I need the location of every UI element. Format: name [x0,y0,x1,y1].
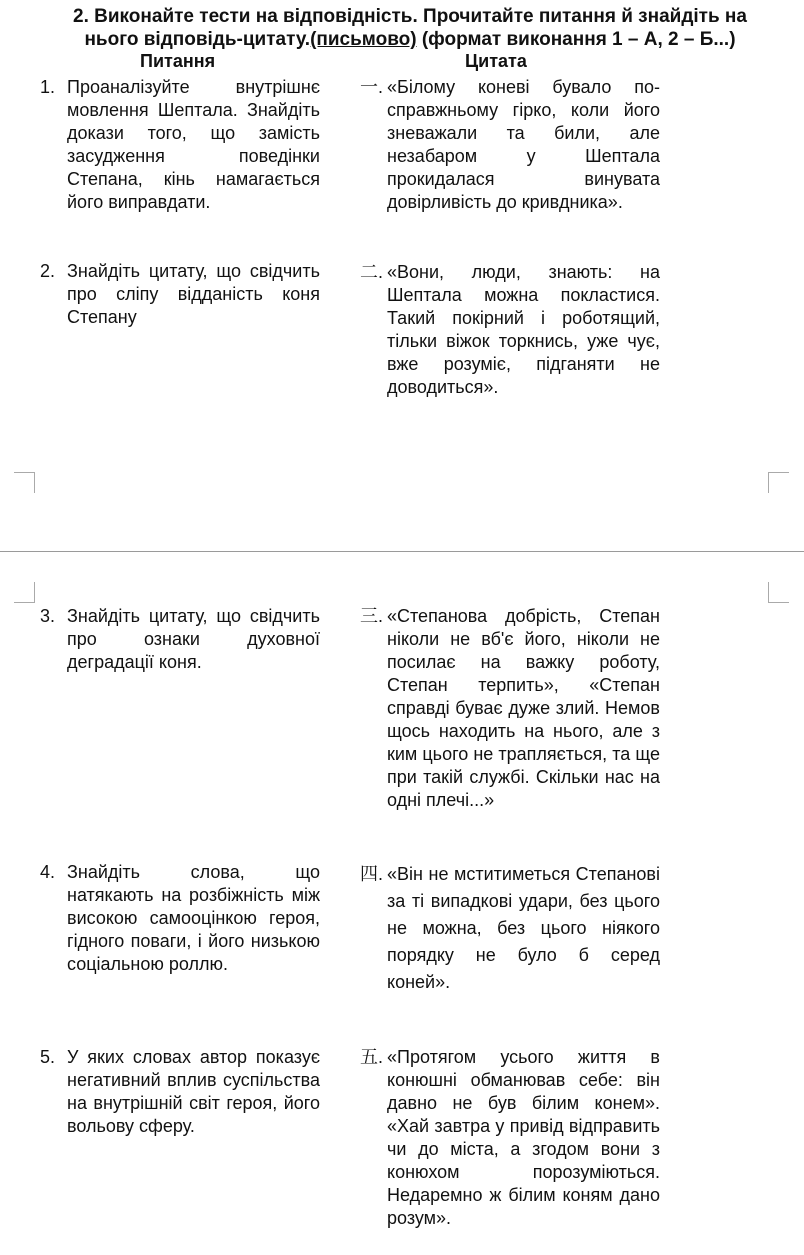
quote-marker: 二. [360,262,384,282]
quote-text: «Білому коневі бувало по-справжньому гірко, коли його зневажали та били, але незабаром у Шептала прокидалася винувата довірливість до кривдника». [387,77,660,212]
page-corner-mark [14,472,35,493]
quote-item [360,861,660,996]
quote-text: «Вони, люди, знають: на Шептала можна покластися. Такий покірний і роботящий, тільки віжок торкнись, уже чує, вже розуміє, підганяти не доводиться». [387,262,660,397]
quote-item [360,261,660,399]
quote-marker: 五. [360,1047,384,1067]
page-break-line [0,551,804,552]
quote-item [360,605,660,812]
question-number: 3. [40,606,56,626]
page-corner-mark [768,582,789,603]
quote-marker: 四. [360,864,384,884]
quote-item [360,1046,660,1230]
task-title-underlined: (письмово) [310,29,417,50]
task-title-line1: 2. Виконайте тести на відповідність. Прочитайте питання й знайдіть на [73,6,747,27]
column-header-questions: Питання [140,51,216,71]
question-text: У яких словах автор показує негативний вплив суспільства на внутрішній світ героя, його вольову сферу. [67,1047,320,1136]
question-text: Знайдіть цитату, що свідчить про сліпу відданість коня Степану [67,261,320,327]
quote-item [360,76,660,214]
question-number: 5. [40,1047,56,1067]
task-title [40,5,780,51]
page-corner-mark [14,582,35,603]
question-item [40,76,320,214]
question-text: Знайдіть слова, що натякають на розбіжність між високою самооцінкою героя, гідного поваги, і його низькою соціальною роллю. [67,862,320,974]
question-number: 4. [40,862,56,882]
quote-marker: 三. [360,606,384,626]
question-item [40,605,320,674]
question-item [40,260,320,329]
question-item [40,1046,320,1138]
question-item [40,861,320,976]
quote-marker: 一. [360,77,384,97]
question-number: 2. [40,261,56,281]
quote-text: «Протягом усього життя в конюшні обманював себе: він давно не був білим конем». «Хай завтра у привід відправить чи до міста, а згодом вони з конюхом порозуміються. Недаремно ж білим коням дано розум». [387,1047,660,1228]
task-title-line2: нього відповідь-цитату. [84,29,311,50]
task-title-format: (формат виконання 1 – А, 2 – Б...) [416,29,736,50]
page-corner-mark [768,472,789,493]
question-text: Знайдіть цитату, що свідчить про ознаки духовної деградації коня. [67,606,320,672]
question-text: Проаналізуйте внутрішнє мовлення Шептала. Знайдіть докази того, що замість засудження поведінки Степана, кінь намагається його виправдати. [67,77,320,212]
quote-text: «Степанова добрість, Степан ніколи не вб'є його, ніколи не посилає на важку роботу, Степан терпить», «Степан справді буває дуже злий. Немов щось находить на нього, але з ким цього не трапляється, та ще при такій службі. Скільки нас на одні плечі...» [387,606,660,810]
quote-text: «Він не мститиметься Степанові за ті випадкові удари, без цього не можна, без цього ніякого порядку не було б серед коней». [387,864,660,992]
question-number: 1. [40,77,56,97]
column-header-quotes: Цитата [465,51,527,71]
